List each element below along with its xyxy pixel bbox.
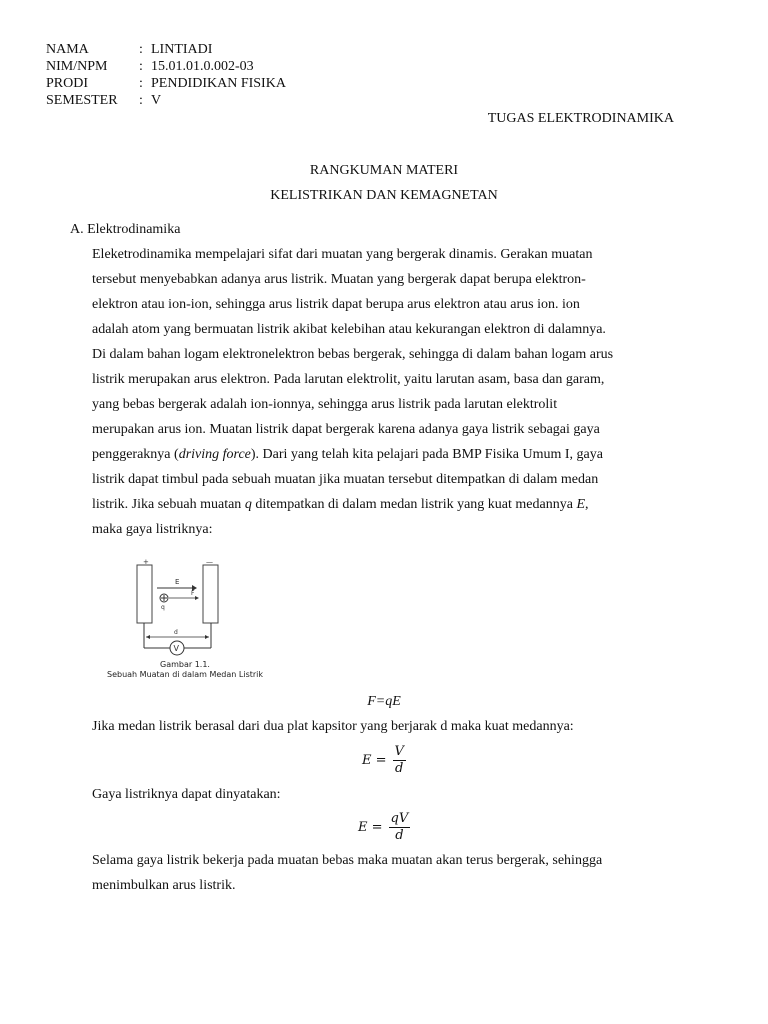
positive-plate xyxy=(137,565,152,623)
figure-caption-number: Gambar 1.1. xyxy=(160,660,210,669)
field-symbol: E xyxy=(576,497,586,512)
para-line: Eleketrodinamika mempelajari sifat dari muatan yang bergerak dinamis. Gerakan muatan xyxy=(92,247,593,262)
fraction-denominator: d xyxy=(395,828,404,843)
equation-lhs: E = xyxy=(358,820,383,835)
text-closing-line1: Selama gaya listrik bekerja pada muatan bebas maka muatan akan terus bergerak, sehingga xyxy=(92,853,603,868)
semester-label: SEMESTER xyxy=(46,93,118,108)
q-label: q xyxy=(161,604,165,611)
para-line: yang bebas bergerak adalah ion-ionnya, sehingga arus listrik pada larutan elektrolit xyxy=(92,397,558,412)
assignment-title: TUGAS ELEKTRODINAMIKA xyxy=(487,111,674,126)
plus-sign: + xyxy=(143,558,149,566)
negative-plate xyxy=(203,565,218,623)
minus-sign: — xyxy=(206,558,213,566)
capacitor-diagram xyxy=(100,558,280,658)
text-capacitor-field: Jika medan listrik berasal dari dua plat kapsitor yang berjarak d maka kuat medannya: xyxy=(92,719,574,734)
para-line: maka gaya listriknya: xyxy=(92,522,213,537)
para-line: adalah atom yang bermuatan listrik akibat kelebihan atau kekurangan elektron di dalamnya. xyxy=(92,322,606,337)
para-line xyxy=(92,497,589,513)
para-text: ). Dari yang telah kita pelajari pada BMP Fisika Umum I, gaya xyxy=(250,447,603,462)
text-force-statement: Gaya listriknya dapat dinyatakan: xyxy=(92,787,281,802)
semester-value: V xyxy=(151,93,162,108)
equation-force: F=qE xyxy=(367,694,401,709)
para-line: merupakan arus ion. Muatan listrik dapat bergerak karena adanya gaya listrik sebagai gaya xyxy=(92,422,600,437)
fraction-numerator: qV xyxy=(390,811,409,826)
para-text: listrik. Jika sebuah muatan xyxy=(92,497,245,512)
name-value: LINTIADI xyxy=(151,42,213,57)
nim-value: 15.01.01.0.002-03 xyxy=(151,59,254,74)
fraction-denominator: d xyxy=(395,761,404,776)
name-label: NAMA xyxy=(46,42,89,57)
force-arrow-head xyxy=(195,596,199,600)
para-line: listrik merupakan arus elektron. Pada larutan elektrolit, yaitu larutan asam, basa dan garam, xyxy=(92,372,605,387)
fraction xyxy=(389,811,411,844)
document-title-line2: KELISTRIKAN DAN KEMAGNETAN xyxy=(270,188,498,203)
figure-caption-text: Sebuah Muatan di dalam Medan Listrik xyxy=(107,670,264,679)
para-text: ditempatkan di dalam medan listrik yang kuat medannya xyxy=(251,497,577,512)
semester-colon: : xyxy=(139,93,143,108)
nim-label: NIM/NPM xyxy=(46,59,108,74)
f-label: F xyxy=(191,590,195,597)
prodi-colon: : xyxy=(139,76,143,91)
para-text: penggeraknya ( xyxy=(92,447,179,462)
para-line: Di dalam bahan logam elektronelektron bebas bergerak, sehingga di dalam bahan logam arus xyxy=(92,347,614,362)
name-colon: : xyxy=(139,42,143,57)
figure-charge-in-field xyxy=(100,558,280,684)
distance-arrow-right xyxy=(205,635,209,639)
driving-force-term: driving force xyxy=(178,447,251,462)
para-line: listrik dapat timbul pada sebuah muatan jika muatan tersebut ditempatkan di dalam medan xyxy=(92,472,599,487)
e-label: E xyxy=(175,578,180,586)
para-line: tersebut menyebabkan adanya arus listrik. Muatan yang bergerak dapat berupa elektron- xyxy=(92,272,586,287)
equation-1-wrap xyxy=(0,694,768,710)
equation-field xyxy=(362,744,406,777)
para-text: , xyxy=(585,497,589,512)
equation-lhs: E = xyxy=(362,753,387,768)
equation-force-field xyxy=(358,811,410,844)
prodi-value: PENDIDIKAN FISIKA xyxy=(151,76,286,91)
fraction xyxy=(393,744,406,777)
v-label: V xyxy=(173,644,179,653)
para-line xyxy=(92,447,603,463)
section-heading: A. Elektrodinamika xyxy=(70,222,181,237)
distance-arrow-left xyxy=(146,635,150,639)
para-line: elektron atau ion-ion, sehingga arus listrik dapat berupa arus elektron atau arus ion. ion xyxy=(92,297,580,312)
document-title-line1: RANGKUMAN MATERI xyxy=(309,163,459,178)
text-closing-line2: menimbulkan arus listrik. xyxy=(92,878,236,893)
prodi-label: PRODI xyxy=(46,76,89,91)
d-label: d xyxy=(174,629,178,636)
nim-colon: : xyxy=(139,59,143,74)
fraction-numerator: V xyxy=(394,744,404,759)
charge-symbol: q xyxy=(244,497,252,512)
